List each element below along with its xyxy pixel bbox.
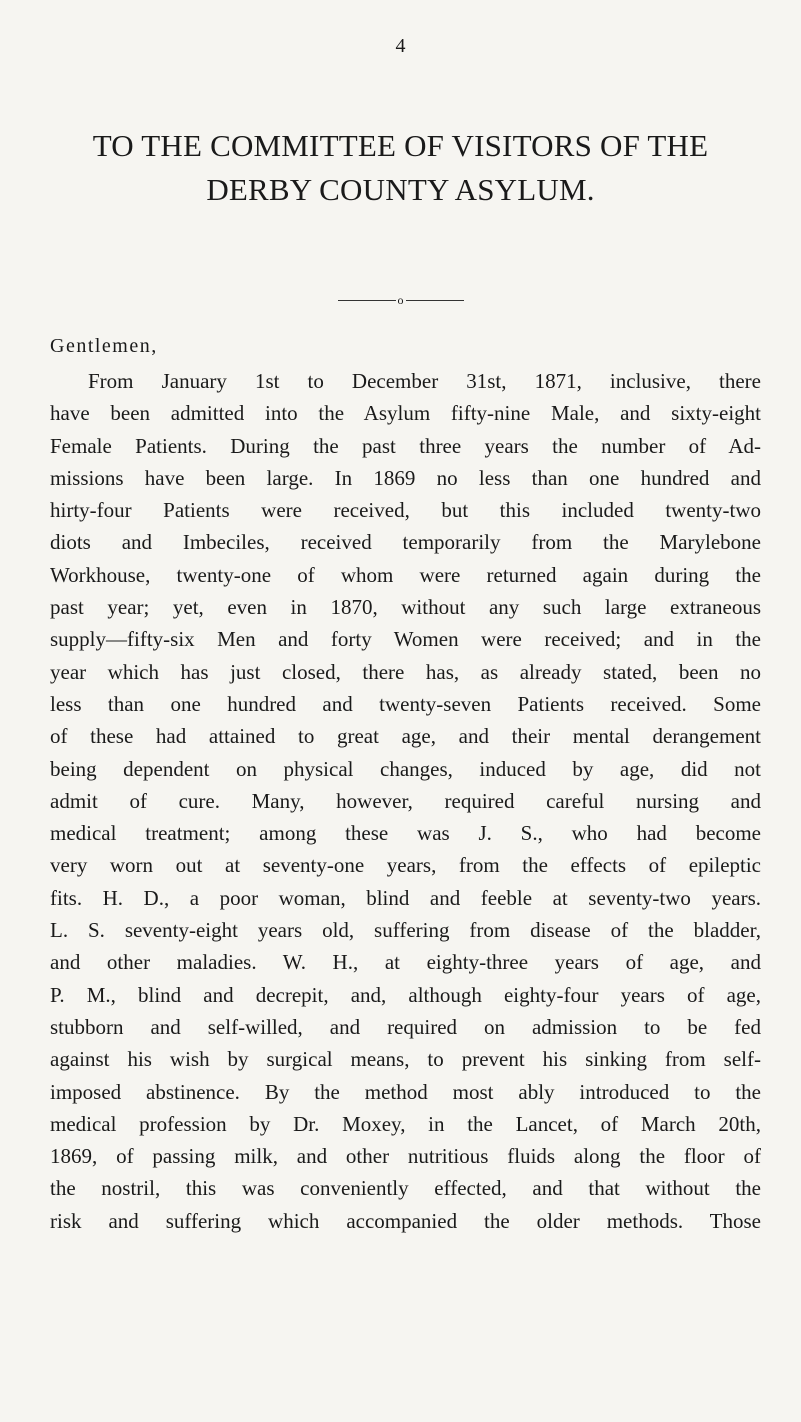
paragraph-line: against his wish by surgical means, to prevent his sinking from self- [50, 1047, 761, 1072]
divider-rule-left [338, 300, 396, 301]
paragraph-line: have been admitted into the Asylum fifty-nine Male, and sixty-eight [50, 401, 761, 426]
paragraph-line: Workhouse, twenty-one of whom were returned again during the [50, 562, 761, 587]
paragraph-line: admit of cure. Many, however, required careful nursing and [50, 788, 761, 813]
paragraph-line: hirty-four Patients were received, but this included twenty-two [50, 498, 761, 523]
paragraph-line: From January 1st to December 31st, 1871, inclusive, there [88, 369, 761, 393]
paragraph-line: medical profession by Dr. Moxey, in the Lancet, of March 20th, [50, 1111, 761, 1136]
paragraph-line: of these had attained to great age, and their mental derangement [50, 724, 761, 749]
paragraph-line: the nostril, this was conveniently effected, and that without the [50, 1176, 761, 1201]
paragraph-line: L. S. seventy-eight years old, suffering from disease of the bladder, [50, 918, 761, 943]
paragraph-line: fits. H. D., a poor woman, blind and feeble at seventy-two years. [50, 885, 761, 910]
document-title [0, 124, 801, 212]
paragraph-line: Female Patients. During the past three years the number of Ad- [50, 433, 761, 458]
paragraph-line: medical treatment; among these was J. S., who had become [50, 821, 761, 846]
paragraph-line: imposed abstinence. By the method most ably introduced to the [50, 1079, 761, 1104]
title-line-2: DERBY COUNTY ASYLUM. [206, 172, 595, 207]
divider-rule-right [406, 300, 464, 301]
salutation: Gentlemen, [50, 335, 158, 357]
paragraph-line: missions have been large. In 1869 no less than one hundred and [50, 465, 761, 490]
paragraph-line: less than one hundred and twenty-seven Patients received. Some [50, 691, 761, 716]
paragraph-line: diots and Imbeciles, received temporarily from the Marylebone [50, 530, 761, 555]
page-number: 4 [395, 35, 406, 57]
paragraph-line: past year; yet, even in 1870, without any such large extraneous [50, 595, 761, 620]
paragraph-line: year which has just closed, there has, as already stated, been no [50, 659, 761, 684]
title-line-1: TO THE COMMITTEE OF VISITORS OF THE [92, 128, 709, 163]
paragraph-line: risk and suffering which accompanied the older methods. Those [50, 1208, 761, 1233]
paragraph-line: supply—fifty-six Men and forty Women were received; and in the [50, 627, 761, 652]
paragraph-line: very worn out at seventy-one years, from the effects of epileptic [50, 853, 761, 878]
paragraph-line: 1869, of passing milk, and other nutritious fluids along the floor of [50, 1144, 761, 1169]
paragraph-line: and other maladies. W. H., at eighty-three years of age, and [50, 950, 761, 975]
paragraph-line: being dependent on physical changes, induced by age, did not [50, 756, 761, 781]
paragraph-line: stubborn and self-willed, and required on admission to be fed [50, 1014, 761, 1039]
divider-mark: o [397, 293, 404, 308]
paragraph-line: P. M., blind and decrepit, and, although eighty-four years of age, [50, 982, 761, 1007]
body-paragraph [50, 365, 761, 1237]
section-divider [0, 292, 801, 307]
